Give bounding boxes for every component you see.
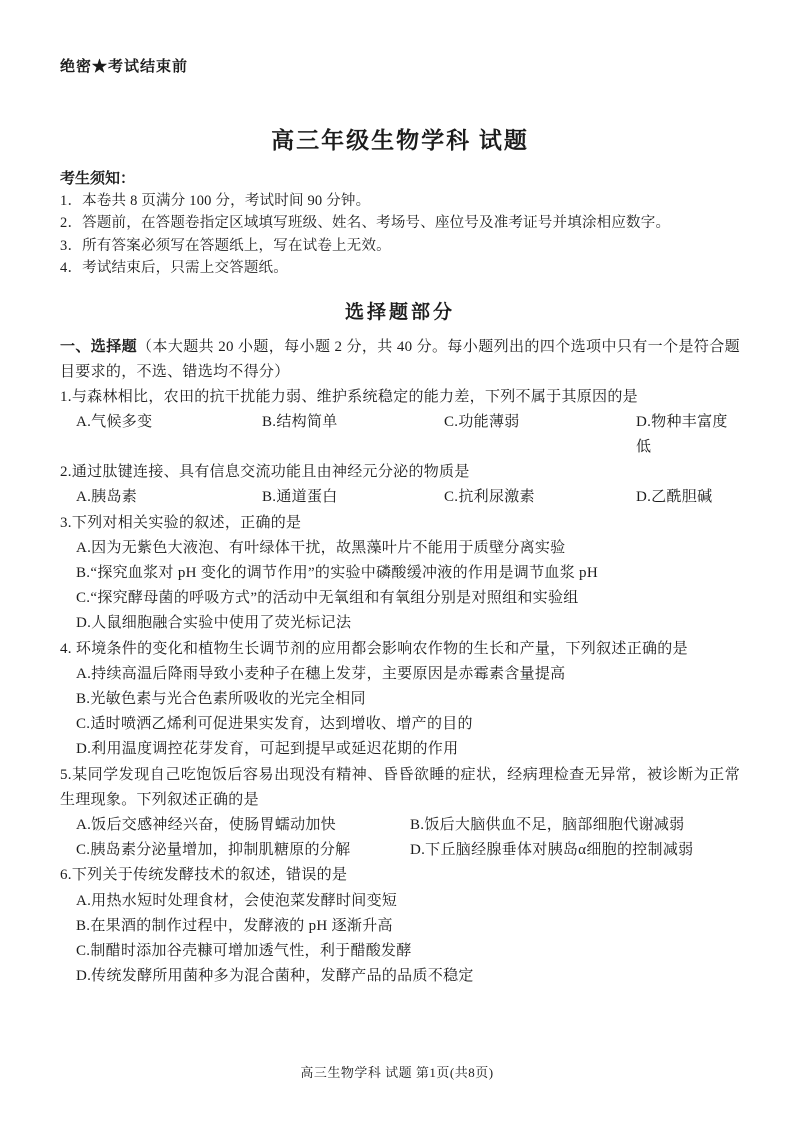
section-intro <box>60 335 740 385</box>
page-title: 高三年级生物学科 试题 <box>271 128 529 153</box>
question-1-option-c: C.功能薄弱 <box>444 413 520 430</box>
question-1 <box>60 385 740 461</box>
question-2-stem: 2.通过肽键连接、具有信息交流功能且由神经元分泌的物质是 <box>60 464 470 481</box>
notice-item-3: 3．所有答案必须写在答题纸上，写在试卷上无效。 <box>60 237 391 254</box>
question-5-option-a: A.饭后交感神经兴奋，使肠胃蠕动加快 <box>76 817 336 834</box>
intro-body: （本大题共 20 小题，每小题 2 分，共 40 分。每小题列出的四个选项中只有一个是符合题目要求的，不选、错选均不得分） <box>60 338 740 380</box>
question-1-option-b: B.结构简单 <box>262 413 338 430</box>
question-2-option-b: B.通道蛋白 <box>262 489 338 506</box>
question-3-option-b: B.“探究血浆对 pH 变化的调节作用”的实验中磷酸缓冲液的作用是调节血浆 pH <box>76 565 598 582</box>
notice-item-2: 2．答题前，在答题卷指定区域填写班级、姓名、考场号、座位号及准考证号并填涂相应数字。 <box>60 215 671 232</box>
question-2-options <box>60 485 740 510</box>
intro-lead: 一、选择题 <box>60 338 138 355</box>
question-6-option-d: D.传统发酵所用菌种多为混合菌种，发酵产品的品质不稳定 <box>76 968 474 985</box>
question-4-options <box>60 662 740 763</box>
notice-item-1: 1．本卷共 8 页满分 100 分，考试时间 90 分钟。 <box>60 193 371 209</box>
question-6-stem: 6.下列关于传统发酵技术的叙述，错误的是 <box>60 867 348 884</box>
question-1-option-d: D.物种丰富度低 <box>636 413 728 456</box>
question-1-stem: 1.与森林相比，农田的抗干扰能力弱、维护系统稳定的能力差，下列不属于其原因的是 <box>60 388 638 405</box>
question-6-option-a: A.用热水短时处理食材，会使泡菜发酵时间变短 <box>76 892 398 909</box>
question-3-option-a: A.因为无紫色大液泡、有叶绿体干扰，故黑藻叶片不能用于质壁分离实验 <box>76 539 566 556</box>
question-4-option-c: C.适时喷洒乙烯利可促进果实发育，达到增收、增产的目的 <box>76 716 473 733</box>
question-5-stem: 5.某同学发现自己吃饱饭后容易出现没有精神、昏昏欲睡的症状，经病理检查无异常，被诊断为正常生理现象。下列叙述正确的是 <box>60 766 740 808</box>
question-3 <box>60 511 740 637</box>
question-1-options <box>60 410 740 460</box>
question-6-option-c: C.制醋时添加谷壳糠可增加透气性，利于醋酸发酵 <box>76 943 412 960</box>
question-3-stem: 3.下列对相关实验的叙述，正确的是 <box>60 514 302 531</box>
question-5-option-c: C.胰岛素分泌量增加，抑制肌糖原的分解 <box>76 842 351 859</box>
question-6-option-b: B.在果酒的制作过程中，发酵液的 pH 逐渐升高 <box>76 917 393 934</box>
question-6-options <box>60 889 740 990</box>
question-2-option-a: A.胰岛素 <box>76 489 138 506</box>
question-4 <box>60 637 740 763</box>
question-4-stem: 4. 环境条件的变化和植物生长调节剂的应用都会影响农作物的生长和产量，下列叙述正确的是 <box>60 640 688 657</box>
question-2-option-d: D.乙酰胆碱 <box>636 489 713 506</box>
question-2 <box>60 460 740 510</box>
question-3-option-c: C.“探究酵母菌的呼吸方式”的活动中无氧组和有氧组分别是对照组和实验组 <box>76 590 579 607</box>
question-2-option-c: C.抗利尿激素 <box>444 489 535 506</box>
section-heading: 选择题部分 <box>344 301 455 323</box>
notice-section <box>60 168 740 280</box>
question-5 <box>60 763 740 864</box>
question-3-option-d: D.人鼠细胞融合实验中使用了荧光标记法 <box>76 615 352 632</box>
page-footer: 高三生物学科 试题 第1页(共8页) <box>300 1065 494 1080</box>
question-5-options <box>60 813 740 863</box>
question-3-options <box>60 536 740 637</box>
notice-heading: 考生须知： <box>60 171 136 187</box>
question-1-option-a: A.气候多变 <box>76 413 153 430</box>
notice-item-4: 4．考试结束后，只需上交答题纸。 <box>60 260 288 277</box>
question-4-option-a: A.持续高温后降雨导致小麦种子在穗上发芽，主要原因是赤霉素含量提高 <box>76 665 566 682</box>
question-4-option-d: D.利用温度调控花芽发育，可起到提早或延迟花期的作用 <box>76 741 459 758</box>
question-5-option-b: B.饭后大脑供血不足，脑部细胞代谢减弱 <box>410 817 685 834</box>
question-5-option-d: D.下丘脑经腺垂体对胰岛α细胞的控制减弱 <box>410 842 694 859</box>
classification-label: 绝密★考试结束前 <box>60 59 189 75</box>
question-6 <box>60 863 740 989</box>
question-4-option-b: B.光敏色素与光合色素所吸收的光完全相同 <box>76 691 366 708</box>
